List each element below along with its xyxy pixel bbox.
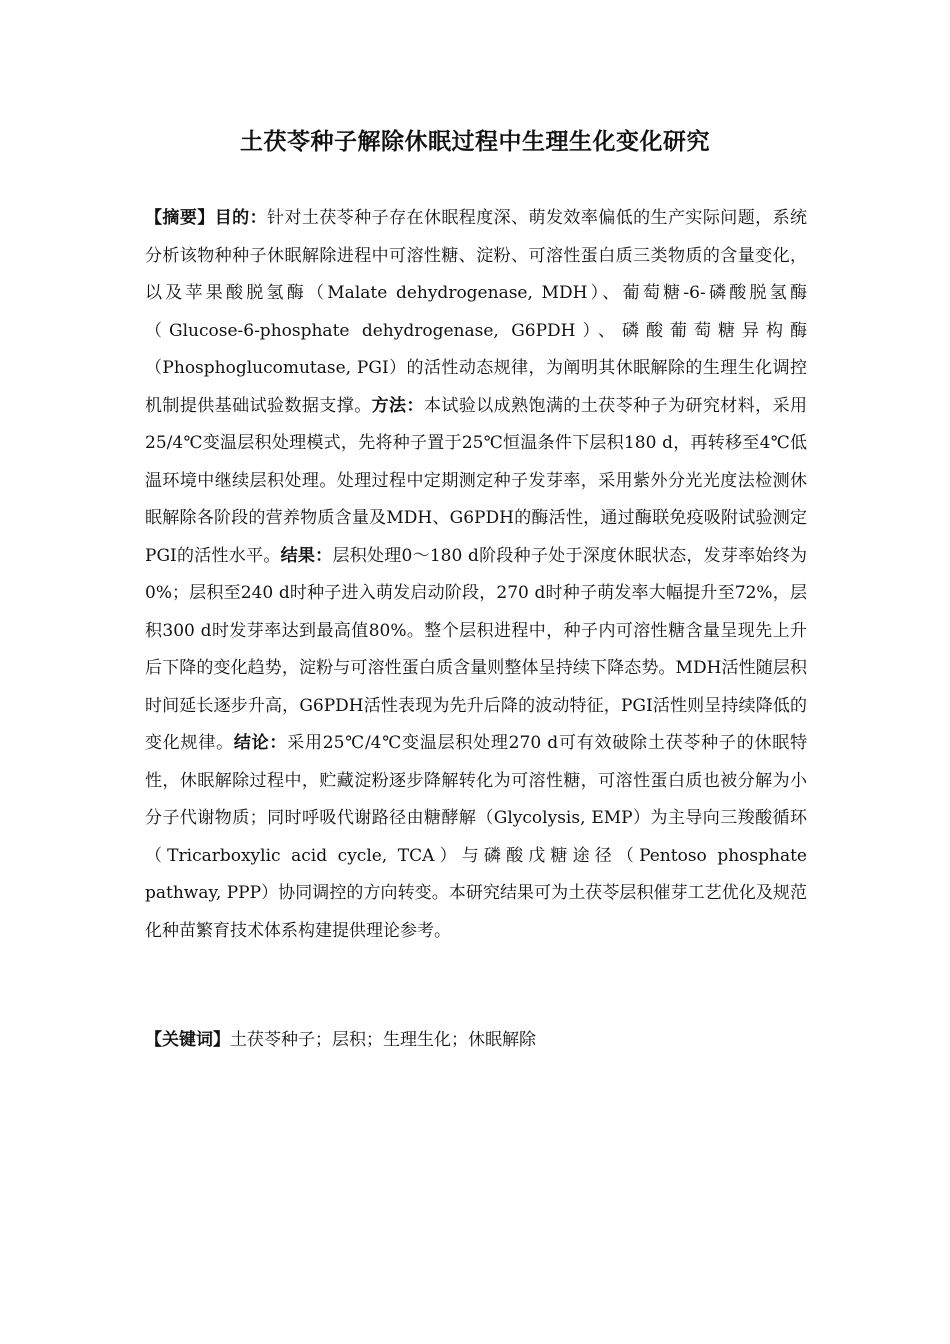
paper-title: 土茯苓种子解除休眠过程中生理生化变化研究 [240,129,710,155]
abstract-label: 【摘要】 [145,208,215,228]
methods-label: 方法： [371,395,424,416]
objective-text: 针对土茯苓种子存在休眠程度深、萌发效率偏低的生产实际问题，系统分析该物种种子休眠解除进程中可溶性糖、淀粉、可溶性蛋白质三类物质的含量变化，以及苹果酸脱氢酶（Malate dehydrogenase, MDH）、葡萄糖-6-磷酸脱氢酶（Glucose-6-phosphate dehydrogenase, G6PDH）、磷酸葡萄糖异构酶（Phosphoglucomutase, PGI）的活性动态规律，为阐明其休眠解除的生理生化调控机制提供基础试验数据支撑。 [145,208,808,416]
methods-text: 本试验以成熟饱满的土茯苓种子为研究材料，采用25/4℃变温层积处理模式，先将种子置于25℃恒温条件下层积180 d，再转移至4℃低温环境中继续层积处理。处理过程中定期测定种子发芽率，采用紫外分光光度法检测休眠解除各阶段的营养物质含量及MDH、G6PDH的酶活性，通过酶联免疫吸附试验测定PGI的活性水平。 [145,395,808,566]
keywords-section [145,1022,807,1058]
keywords-label: 【关键词】 [145,1030,230,1050]
abstract-section [145,200,807,950]
keywords-text: 土茯苓种子；层积；生理生化；休眠解除 [230,1030,536,1050]
conclusion-text: 采用25℃/4℃变温层积处理270 d可有效破除土茯苓种子的休眠特性，休眠解除过程中，贮藏淀粉逐步降解转化为可溶性糖，可溶性蛋白质也被分解为小分子代谢物质；同时呼吸代谢路径由糖酵解（Glycolysis, EMP）为主导向三羧酸循环（Tricarboxylic acid cycle, TCA）与磷酸戊糖途径（Pentoso phosphate pathway, PPP）协同调控的方向转变。本研究结果可为土茯苓层积催芽工艺优化及规范化种苗繁育技术体系构建提供理论参考。 [145,733,808,941]
conclusion-label: 结论： [233,733,288,753]
results-label: 结果： [280,545,333,566]
objective-label: 目的： [214,208,268,228]
results-text: 层积处理0～180 d阶段种子处于深度休眠状态，发芽率始终为0%；层积至240 d时种子进入萌发启动阶段，270 d时种子萌发率大幅提升至72%，层积300 d时发芽率达到最高值80%。整个层积进程中，种子内可溶性糖含量呈现先上升后下降的变化趋势，淀粉与可溶性蛋白质含量则整体呈持续下降态势。MDH活性随层积时间延长逐步升高，G6PDH活性表现为先升后降的波动特征，PGI活性则呈持续降低的变化规律。 [145,545,807,753]
